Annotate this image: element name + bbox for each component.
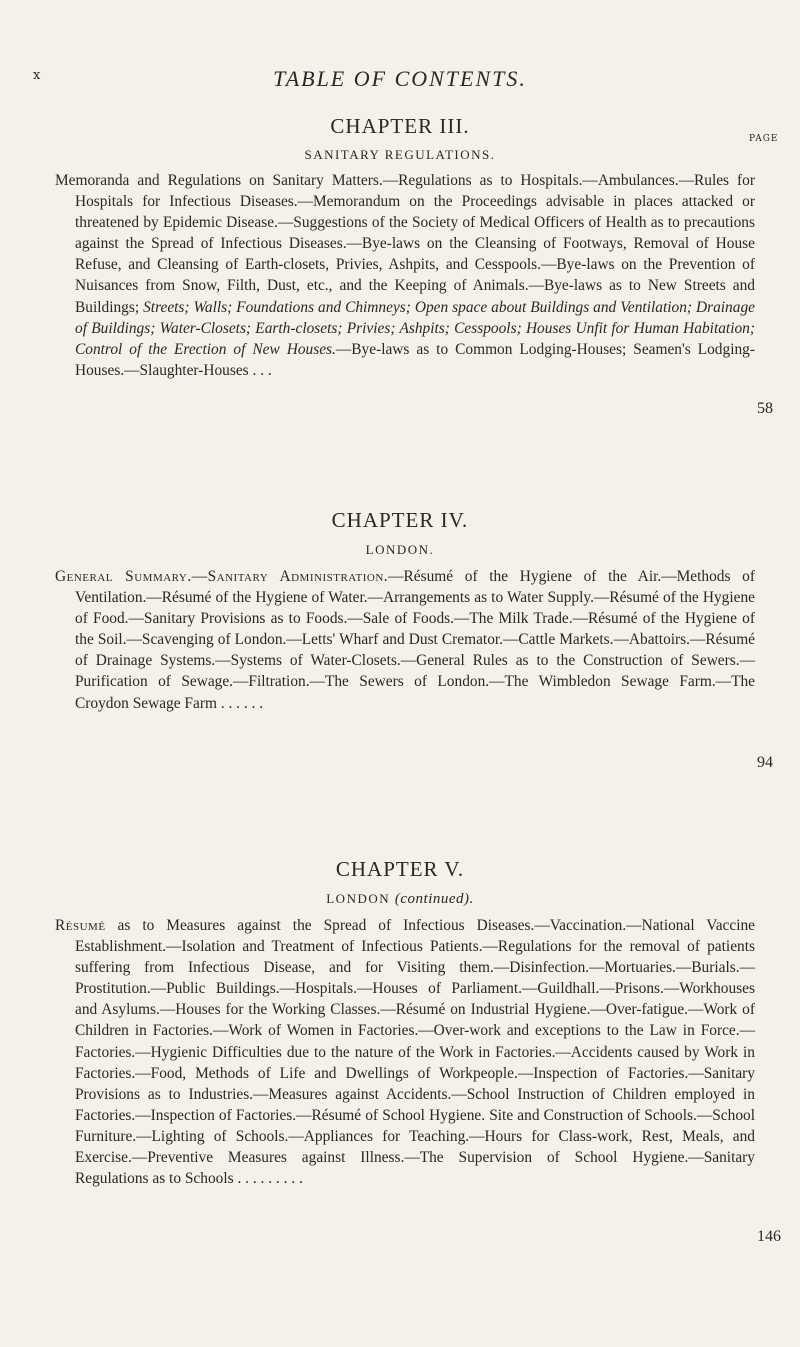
chapter-5-subtitle	[0, 891, 800, 908]
chapter-3-text-a: Memoranda and Regulations on Sanitary Matters.—Regulations as to Hospitals.—Ambulances.—Rules for Hospitals for Infectious Diseases.—Memorandum on the Proceedings advisable in places attacked or threatened by Epidemic Disease.—Suggestions of the Society of Medical Officers of Health as to precautions against the Spread of Infectious Diseases.—Bye-laws on the Cleansing of Footways, Removal of House Refuse, and Cleansing of Earth-closets, Privies, Ashpits, and Cesspools.—Bye-laws on the Prevention of Nuisances from Snow, Filth, Dust, etc., and the Keeping of Animals.—Bye-laws as to New Streets and Buildings;	[55, 172, 755, 316]
chapter-4-lead: General Summary.—Sanitary Administration.	[55, 568, 389, 585]
chapter-5-subtitle-main: LONDON	[326, 891, 391, 906]
chapter-4-contents	[55, 566, 755, 714]
chapter-5-subtitle-continued: (continued).	[394, 891, 474, 907]
chapter-4-subtitle: LONDON.	[365, 542, 435, 557]
chapter-5-title: CHAPTER V.	[335, 857, 465, 881]
chapter-5-contents	[55, 915, 755, 1189]
chapter-5-page-number: 146	[757, 1228, 781, 1245]
chapter-4-page-number: 94	[757, 754, 773, 771]
chapter-4-title: CHAPTER IV.	[331, 508, 469, 532]
chapter-3-subtitle: SANITARY REGULATIONS.	[304, 147, 496, 162]
chapter-5-lead: Résumé	[55, 917, 106, 934]
chapter-3-text-italic: Streets; Walls; Foundations and Chimneys; Open space about Buildings and Ventilation; Drainage of Buildings; Water-Closets; Earth-closets; Privies; Ashpits; Cesspools; Houses Unfit for Human Habitation; Control of the Erection of New Houses.	[75, 298, 755, 358]
chapter-5-text: as to Measures against the Spread of Infectious Diseases.—Vaccination.—National Vaccine Establishment.—Isolation and Treatment of Infectious Patients.—Regulations for the removal of patients suffering from Infectious Disease, and for Visiting them.—Disinfection.—Mortuaries.—Burials.—Prostitution.—Public Buildings.—Hospitals.—Houses of Parliament.—Guildhall.—Prisons.—Workhouses and Asylums.—Houses for the Working Classes.—Résumé on Industrial Hygiene.—Over-fatigue.—Work of Children in Factories.—Work of Women in Factories.—Over-work and exceptions to the Law in Force.—Factories.—Hygienic Difficulties due to the nature of the Work in Factories.—Accidents caused by Work in Factories.—Food, Methods of Life and Dwellings of Workpeople.—Inspection of Factories.—Sanitary Provisions as to Industries.—Measures against Accidents.—School Instruction of Children employed in Factories.—Inspection of Factories.—Résumé of School Hygiene. Site and Construction of Schools.—School Furniture.—Lighting of Schools.—Appliances for Teaching.—Hours for Class-work, Rest, Meals, and Exercise.—Preventive Measures against Illness.—The Supervision of School Hygiene.—Sanitary Regulations as to Schools . . . . . . . . .	[75, 917, 755, 1188]
chapter-3-page-number: 58	[757, 400, 773, 417]
chapter-3-text-b: —Bye-laws as to Common Lodging-Houses; Seamen's Lodging-Houses.—Slaughter-Houses . . .	[75, 340, 755, 379]
folio-numeral: x	[33, 68, 42, 83]
chapter-3-title: CHAPTER III.	[330, 114, 470, 138]
page-column-heading: PAGE	[749, 134, 779, 144]
chapter-4-text: —Résumé of the Hygiene of the Air.—Methods of Ventilation.—Résumé of the Hygiene of Water.—Arrangements as to Water Supply.—Résumé of the Hygiene of Food.—Sanitary Provisions as to Foods.—Sale of Foods.—The Milk Trade.—Résumé of the Hygiene of the Soil.—Scavenging of London.—Letts' Wharf and Dust Cremator.—Cattle Markets.—Abattoirs.—Résumé of Drainage Systems.—Systems of Water-Closets.—General Rules as to the Construction of Sewers.—Purification of Sewage.—Filtration.—The Sewers of London.—The Wimbledon Sewage Farm.—The Croydon Sewage Farm . . . . . .	[75, 568, 755, 712]
running-head: TABLE OF CONTENTS.	[273, 66, 527, 91]
chapter-3-contents	[55, 170, 755, 381]
